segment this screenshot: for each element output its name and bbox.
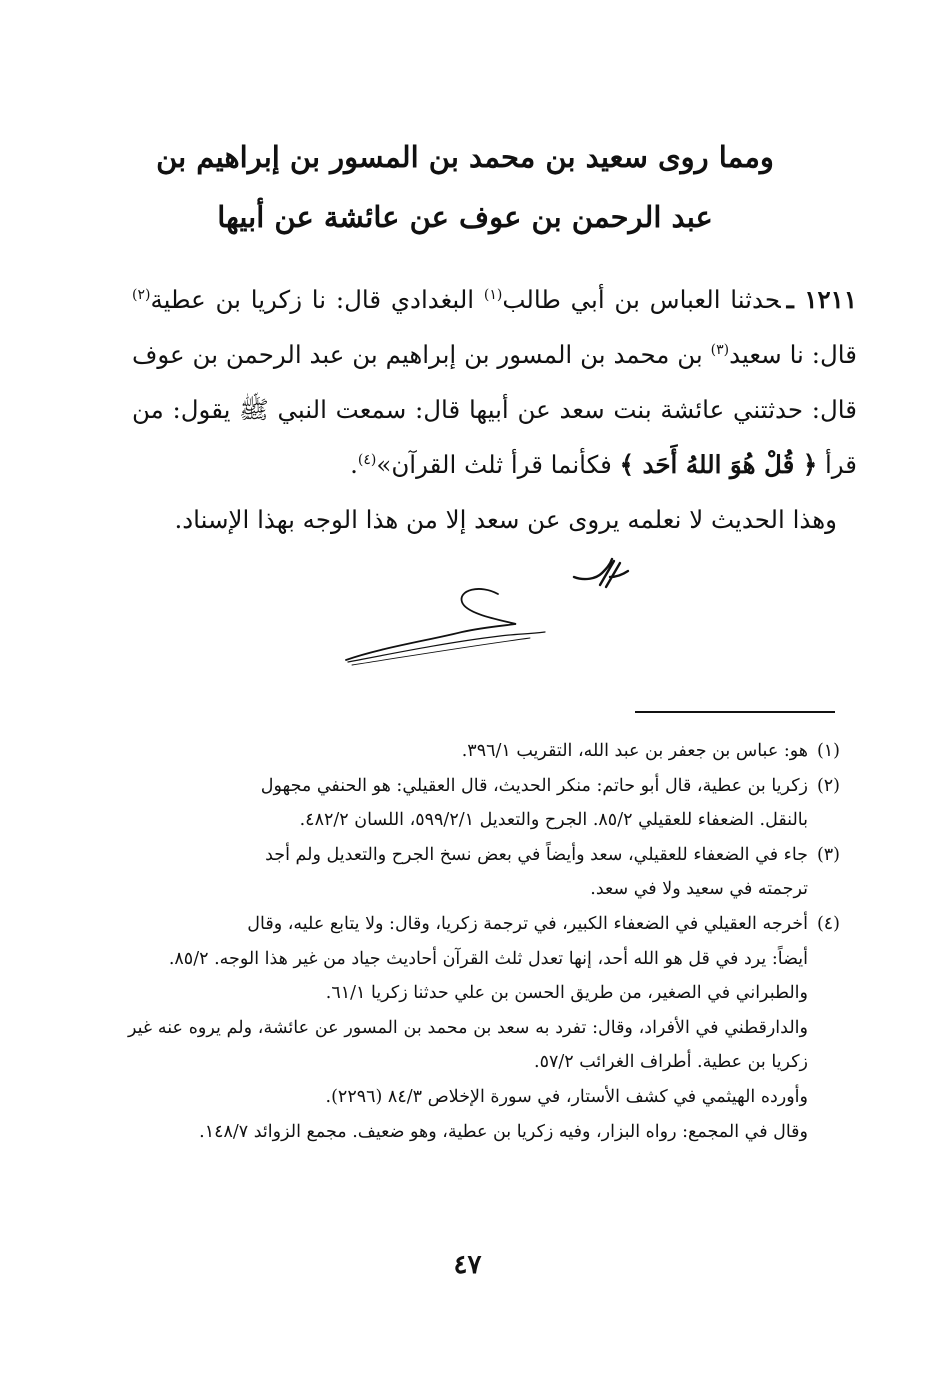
footnote-1-text: هو: عباس بن جعفر بن عبد الله، التقريب ٣٩٦/١. bbox=[461, 741, 808, 761]
hadith-text-3: قال: نا سعيد bbox=[729, 340, 857, 369]
comment-text: وهذا الحديث لا نعلمه يروى عن سعد إلا من هذا الوجه بهذا الإسناد. bbox=[174, 505, 837, 534]
footnote-3 bbox=[128, 838, 840, 873]
hadith-text-2: البغدادي قال: نا زكريا بن عطية bbox=[150, 285, 484, 314]
hadith-text-5: فكأنما قرأ ثلث القرآن» bbox=[376, 450, 620, 479]
page-number: ٤٧ bbox=[453, 1250, 482, 1280]
footnote-4-continuation: أيضاً: يرد في قل هو الله أحد، إنها تعدل ثلث القرآن أحاديث جياد من غير هذا الوجه. ٨٥/٢. bbox=[168, 948, 808, 969]
footnote-4-majma: وقال في المجمع: رواه البزار، وفيه زكريا بن عطية، وهو ضعيف. مجمع الزوائد ١٤٨/٧. bbox=[199, 1121, 808, 1142]
footnote-2 bbox=[128, 769, 840, 804]
footnote-3-text: جاء في الضعفاء للعقيلي، سعد وأيضاً في بعض نسخ الجرح والتعديل ولم أجد bbox=[265, 844, 808, 865]
footnote-4-haythami: وأورده الهيثمي في كشف الأستار، في سورة الإخلاص ٨٤/٣ (٢٢٩٦). bbox=[325, 1086, 808, 1107]
footnote-2-continuation: بالنقل. الضعفاء للعقيلي ٨٥/٢. الجرح والتعديل ٥٩٩/٢/١، اللسان ٤٨٢/٢. bbox=[299, 810, 808, 831]
footnotes bbox=[128, 734, 840, 1149]
hadith-number: ١٢١١ ـ bbox=[786, 285, 857, 314]
heading-line-1: ومما روى سعيد بن محمد بن المسور بن إبراهيم بن bbox=[156, 140, 774, 174]
footnote-4-text: أخرجه العقيلي في الضعفاء الكبير، في ترجمة زكريا، وقال: ولا يتابع عليه، وقال bbox=[247, 913, 808, 934]
footnote-1 bbox=[128, 734, 840, 769]
footnote-1-number: (١) bbox=[816, 741, 840, 761]
hadith-text-6: . bbox=[350, 450, 358, 479]
footnote-ref-1: (١) bbox=[483, 286, 503, 303]
footnote-2-text: زكريا بن عطية، قال أبو حاتم: منكر الحديث، قال العقيلي: هو الحنفي مجهول bbox=[260, 775, 808, 796]
hadith-paragraph bbox=[132, 272, 857, 492]
hadith-text-1: حدثنا العباس بن أبي طالب bbox=[502, 285, 781, 314]
end-flourish bbox=[340, 582, 560, 668]
footnote-3-continuation: ترجمته في سعيد ولا في سعد. bbox=[590, 879, 808, 900]
hadith-text-4: بن محمد بن المسور بن إبراهيم بن عبد الرحمن بن عوف قال: حدثتني عائشة بنت سعد عن أبيها قال: سمعت النبي ﷺ يقول: من قرأ bbox=[132, 340, 857, 479]
author-comment bbox=[132, 492, 857, 547]
footnote-ref-4: (٤) bbox=[357, 451, 377, 468]
footnote-3-number: (٣) bbox=[816, 844, 840, 865]
handwritten-mark bbox=[570, 555, 630, 595]
footnote-2-number: (٢) bbox=[816, 775, 840, 796]
footnote-4-number: (٤) bbox=[816, 913, 840, 934]
footnote-separator bbox=[635, 711, 835, 713]
heading-line-2: عبد الرحمن بن عوف عن عائشة عن أبيها bbox=[217, 200, 713, 234]
footnote-ref-3: (٣) bbox=[710, 341, 730, 358]
footnote-4-tabarani: والطبراني في الصغير، من طريق الحسن بن علي حدثنا زكريا ٦١/١. bbox=[325, 983, 808, 1004]
quran-verse: ﴿ قُلْ هُوَ اللهُ أَحَد ﴾ bbox=[619, 450, 818, 479]
footnote-ref-2: (٢) bbox=[132, 286, 151, 303]
section-heading bbox=[145, 127, 785, 247]
footnote-4-daraqutni: والدارقطني في الأفراد، وقال: تفرد به سعد بن محمد بن المسور عن عائشة، ولم يروه عنه غير زكريا بن عطية. أطراف الغرائب ٥٧/٢. bbox=[128, 1017, 808, 1073]
hadith-body bbox=[132, 272, 857, 547]
footnote-4 bbox=[128, 907, 840, 942]
